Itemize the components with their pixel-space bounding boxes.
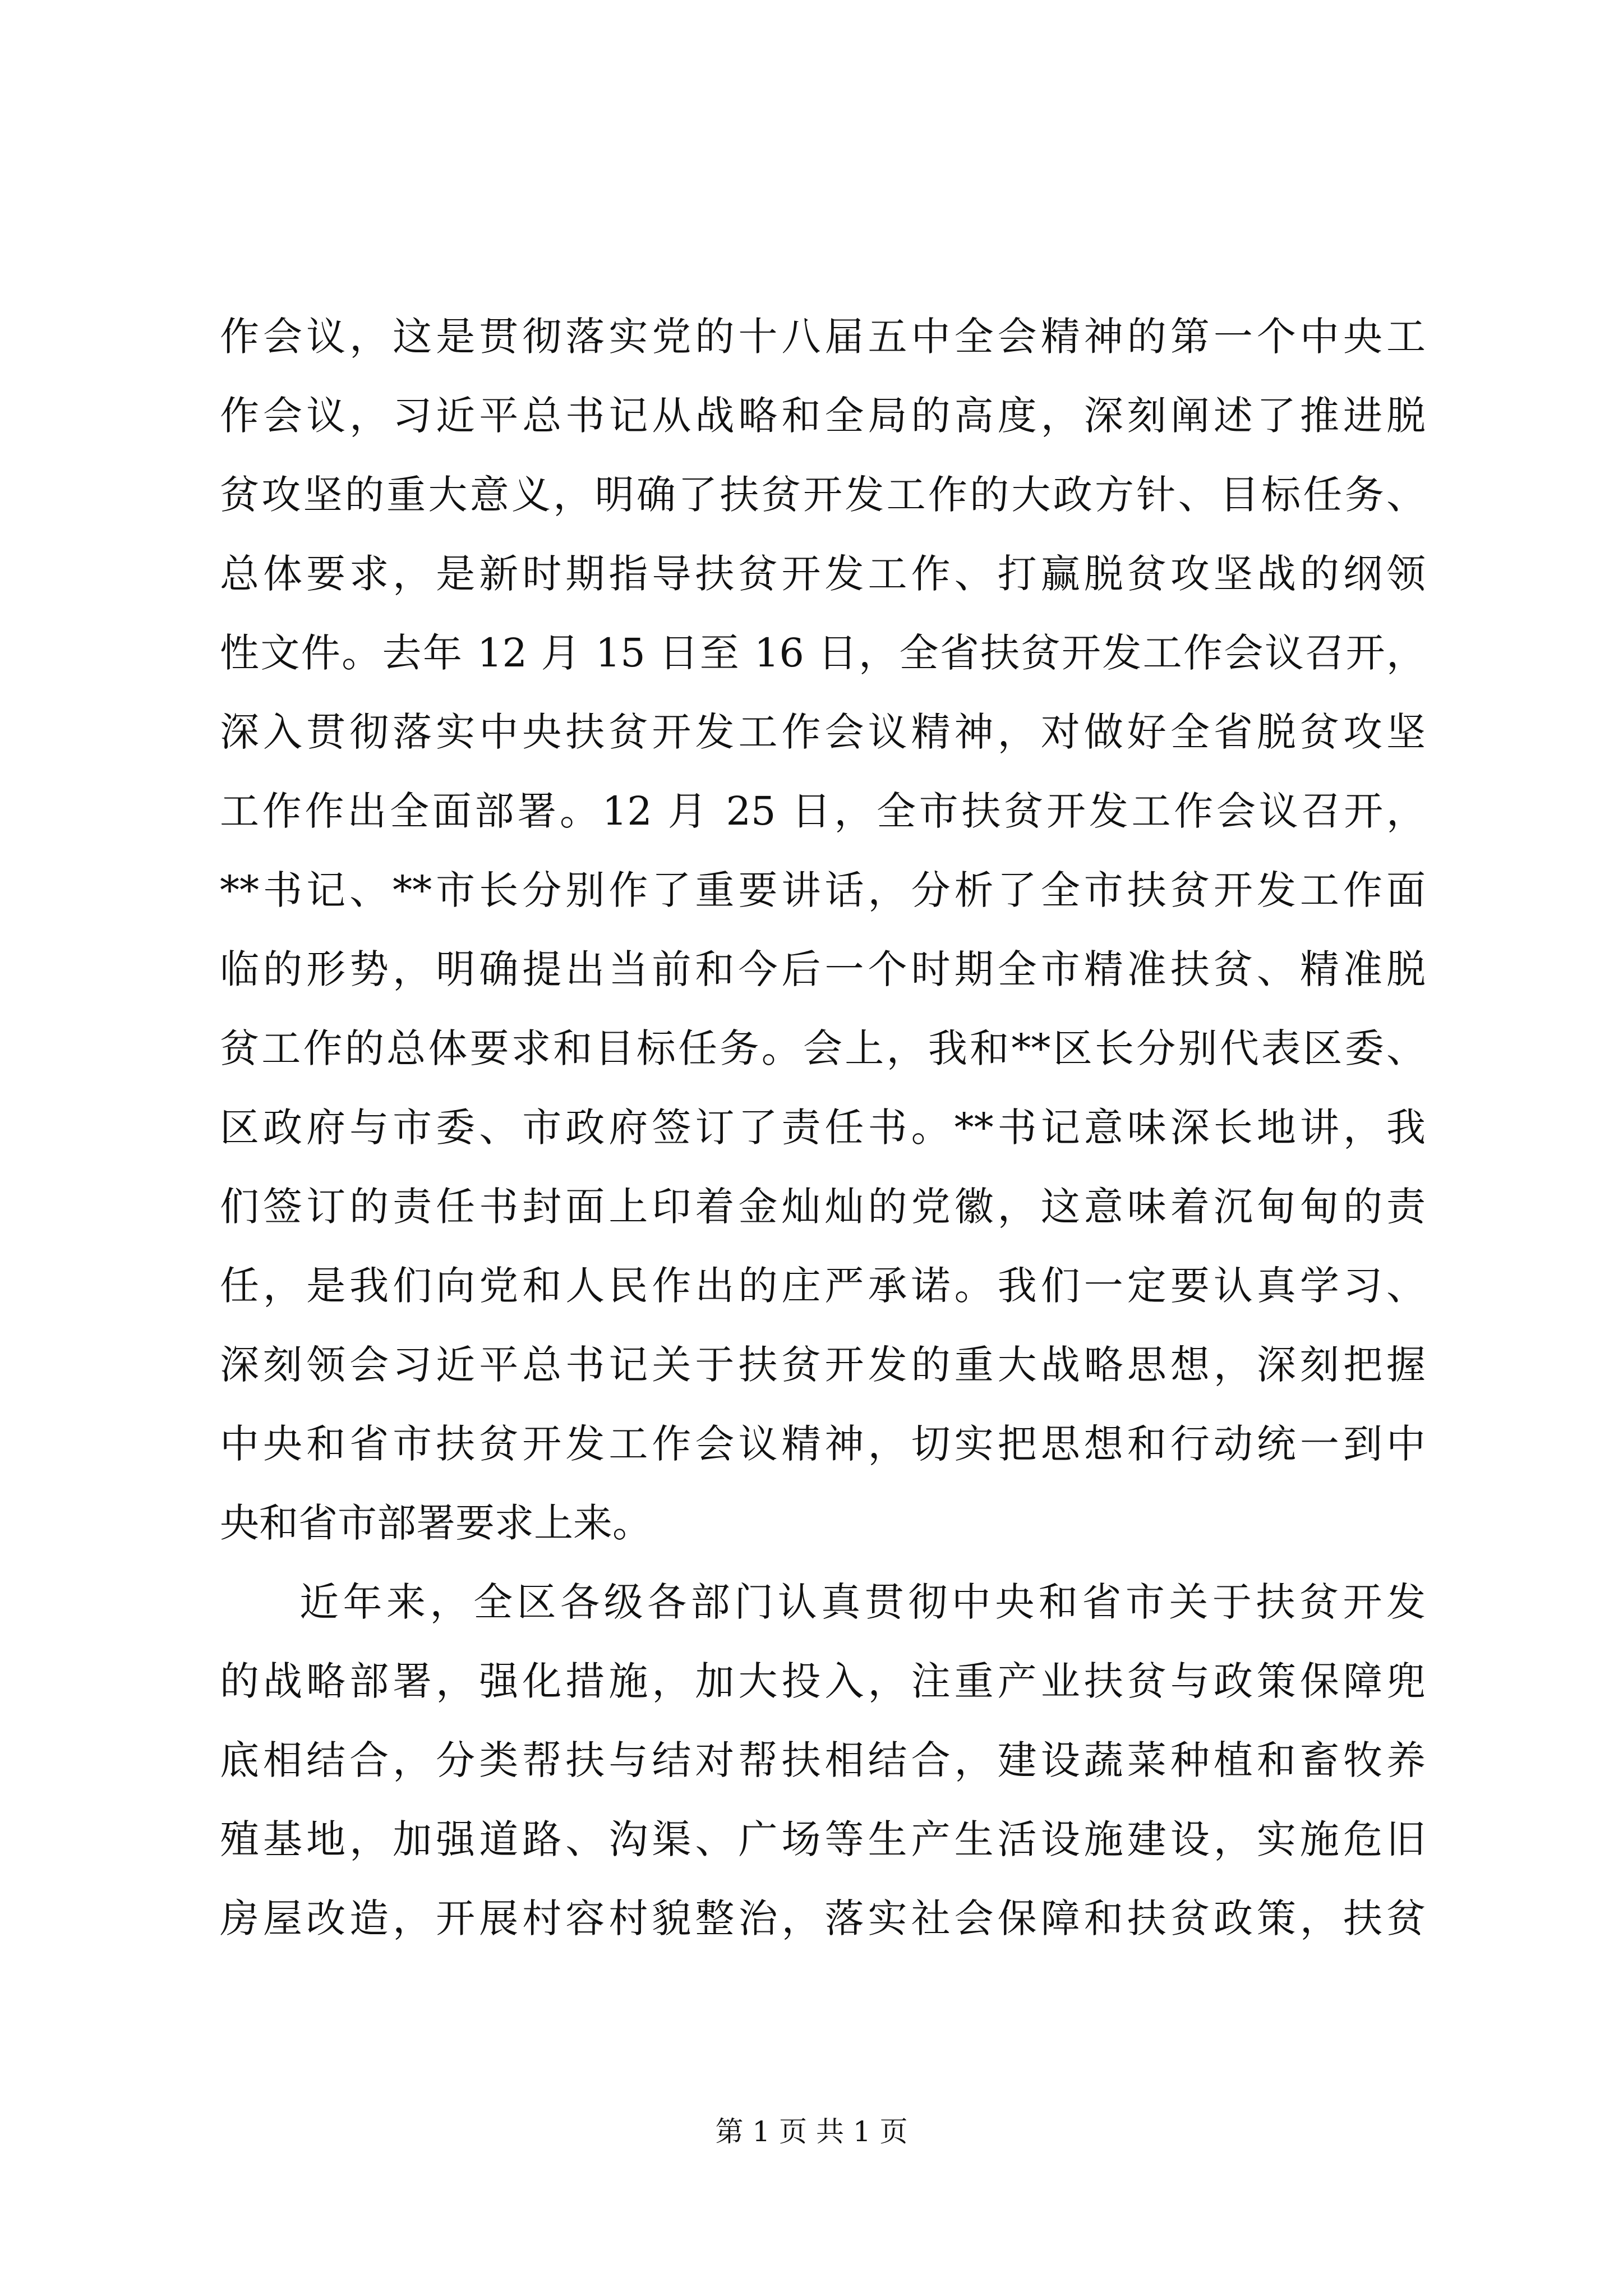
paragraph — [220, 1563, 1426, 1958]
text-line: 深刻领会习近平总书记关于扶贫开发的重大战略思想，深刻把握 — [220, 1342, 1426, 1388]
text-line: 临的形势，明确提出当前和今后一个时期全市精准扶贫、精准脱 — [220, 946, 1426, 992]
text-line: 贫工作的总体要求和目标任务。会上，我和**区长分别代表区委、 — [220, 1025, 1426, 1071]
text-line: 央和省市部署要求上来。 — [220, 1500, 652, 1546]
text-line: **书记、**市长分别作了重要讲话，分析了全市扶贫开发工作面 — [220, 867, 1426, 913]
text-line: 殖基地，加强道路、沟渠、广场等生产生活设施建设，实施危旧 — [220, 1816, 1426, 1862]
text-line: 中央和省市扶贫开发工作会议精神，切实把思想和行动统一到中 — [220, 1421, 1426, 1467]
page-footer: 第 1 页 共 1 页 — [715, 2115, 908, 2148]
text-line: 作会议，这是贯彻落实党的十八届五中全会精神的第一个中央工 — [220, 314, 1426, 360]
text-line: 底相结合，分类帮扶与结对帮扶相结合，建设蔬菜种植和畜牧养 — [220, 1737, 1426, 1783]
text-line: 贫攻坚的重大意义，明确了扶贫开发工作的大政方针、目标任务、 — [220, 472, 1426, 518]
text-line: 工作作出全面部署。12 月 25 日，全市扶贫开发工作会议召开， — [220, 788, 1426, 834]
text-line: 的战略部署，强化措施，加大投入，注重产业扶贫与政策保障兜 — [220, 1658, 1426, 1704]
text-line: 作会议，习近平总书记从战略和全局的高度，深刻阐述了推进脱 — [220, 393, 1426, 439]
text-line: 性文件。去年 12 月 15 日至 16 日，全省扶贫开发工作会议召开， — [220, 630, 1426, 676]
text-line: 任，是我们向党和人民作出的庄严承诺。我们一定要认真学习、 — [220, 1263, 1426, 1309]
text-line: 总体要求，是新时期指导扶贫开发工作、打赢脱贫攻坚战的纲领 — [220, 551, 1426, 597]
text-line: 近年来，全区各级各部门认真贯彻中央和省市关于扶贫开发 — [299, 1579, 1426, 1625]
paragraph — [220, 297, 1426, 1563]
text-line: 房屋改造，开展村容村貌整治，落实社会保障和扶贫政策，扶贫 — [220, 1895, 1426, 1941]
text-line: 区政府与市委、市政府签订了责任书。**书记意味深长地讲，我 — [220, 1105, 1426, 1151]
document-body — [220, 297, 1426, 1958]
text-line: 深入贯彻落实中央扶贫开发工作会议精神，对做好全省脱贫攻坚 — [220, 709, 1426, 755]
text-line: 们签订的责任书封面上印着金灿灿的党徽，这意味着沉甸甸的责 — [220, 1184, 1426, 1230]
